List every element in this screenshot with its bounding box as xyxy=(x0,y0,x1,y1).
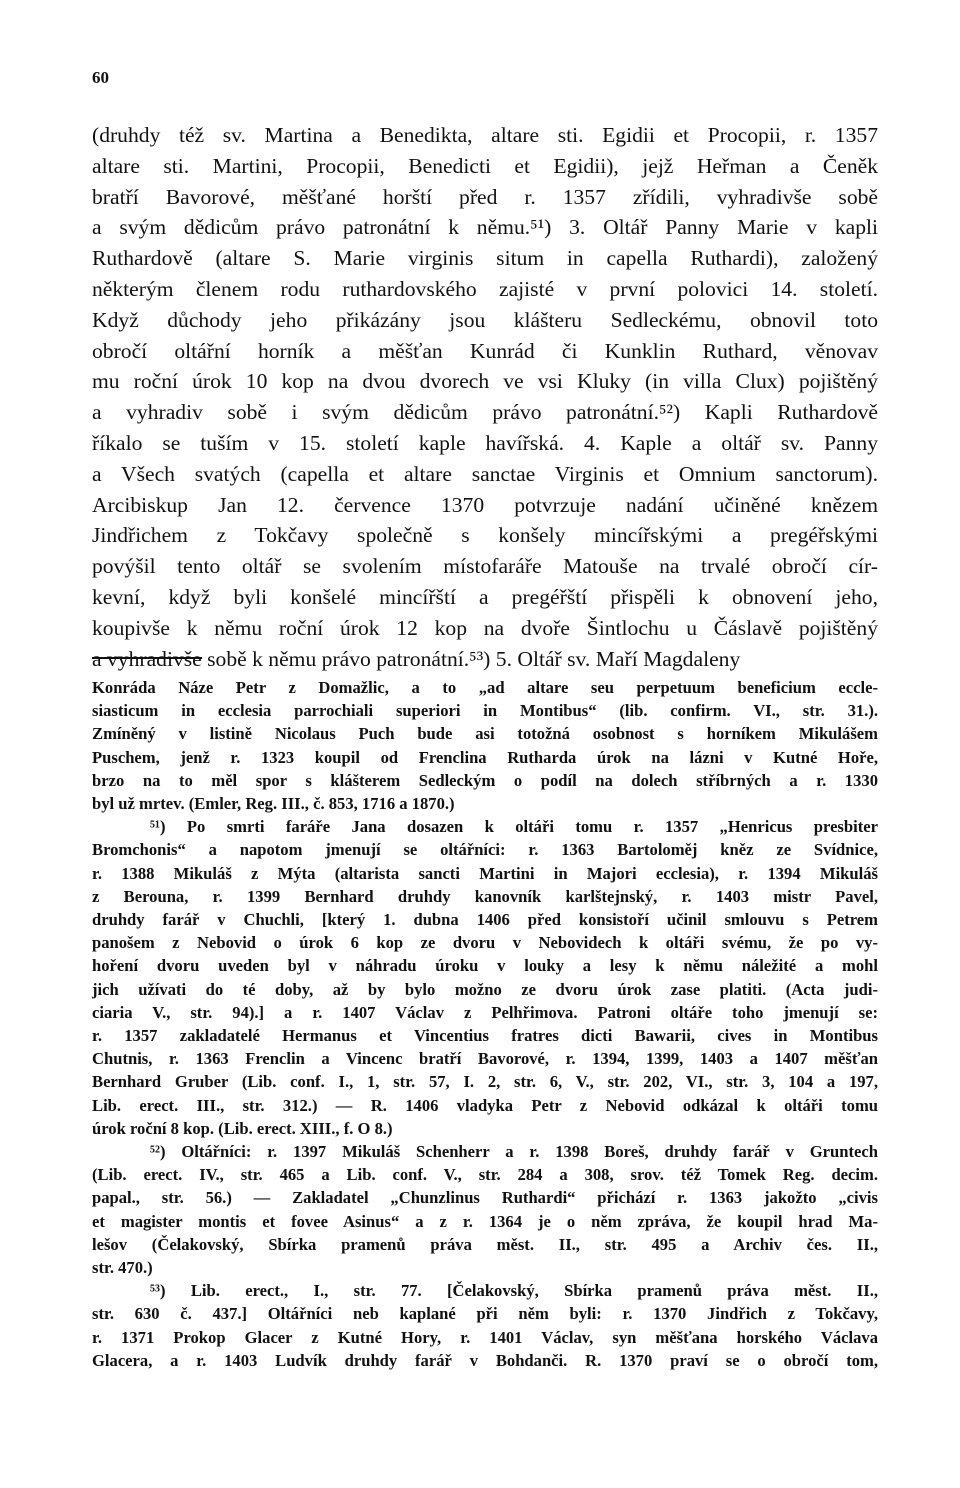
footnote-line: brzo na to měl spor s klášterem Sedleckým o podíl na dolech stříbrných a r. 1330 xyxy=(92,770,878,790)
footnote-line: r. 1357 zakladatelé Hermanus et Vincentius fratres dicti Bawarii, cives in Montibus xyxy=(92,1026,878,1046)
page-number: 60 xyxy=(92,68,109,87)
body-line: bratří Bavorové, měšťané horští před r. 1357 zřídili, vyhradivše sobě xyxy=(92,184,878,209)
footnote-line: et magister montis et fovee Asinus“ a z r. 1364 je o něm zpráva, že koupil hrad Ma- xyxy=(92,1211,878,1231)
body-line: Jindřichem z Tokčavy společně s konšely mincířskými a pregéřskými xyxy=(92,523,878,548)
body-line: kevní, když byli konšelé mincířští a pregéřští přispěli k obnovení jeho, xyxy=(92,584,878,609)
footnote-line: úrok roční 8 kop. (Lib. erect. XIII., f. O 8.) xyxy=(92,1118,393,1138)
footnote-line: ⁵²) Oltářníci: r. 1397 Mikuláš Schenherr a r. 1398 Boreš, druhdy farář v Gruntech xyxy=(150,1142,878,1162)
body-line: a vyhradiv sobě i svým dědicům právo patronátní.⁵²) Kapli Ruthardově xyxy=(92,400,878,425)
footnote-line: Konráda Náze Petr z Domažlic, a to „ad altare seu perpetuum beneficium eccle- xyxy=(92,678,878,697)
footnote-line: Bromchonis“ a napotom jmenují se oltářníci: r. 1363 Bartoloměj kněz ze Svídnice, xyxy=(92,840,878,860)
footnote-line: byl už mrtev. (Emler, Reg. III., č. 853, 1716 a 1870.) xyxy=(92,794,455,814)
body-line: Když důchody jeho přikázány jsou klášteru Sedleckému, obnovil toto xyxy=(92,307,878,332)
body-line: Arcibiskup Jan 12. července 1370 potvrzuje nadání učiněné knězem xyxy=(92,492,878,517)
body-line: říkalo se tuším v 15. století kaple havířská. 4. Kaple a oltář sv. Panny xyxy=(92,430,878,455)
footnote-line: str. 630 č. 437.] Oltářníci neb kaplané při něm byli: r. 1370 Jindřich z Tokčavy, xyxy=(92,1304,878,1324)
footnote-separator xyxy=(92,657,202,659)
footnotes xyxy=(92,676,878,1372)
footnote-line: ⁵³) Lib. erect., I., str. 77. [Čelakovský, Sbírka pramenů práva měst. II., xyxy=(150,1281,878,1301)
footnote-line: str. 470.) xyxy=(92,1258,153,1278)
body-line: a vyhradivše sobě k němu právo patronátní.⁵³) 5. Oltář sv. Maří Magdaleny xyxy=(92,646,741,671)
body-line: koupivše k němu roční úrok 12 kop na dvoře Šintlochu u Čáslavě pojištěný xyxy=(92,615,878,640)
body-line: a svým dědicům právo patronátní k němu.⁵¹) 3. Oltář Panny Marie v kapli xyxy=(92,215,878,240)
body-line: mu roční úrok 10 kop na dvou dvorech ve vsi Kluky (in villa Clux) pojištěný xyxy=(92,369,878,394)
body-text xyxy=(92,120,878,674)
body-line: altare sti. Martini, Procopii, Benedicti et Egidii), jejž Heřman a Čeněk xyxy=(92,153,878,178)
footnote-line: papal., str. 56.) — Zakladatel „Chunzlinus Ruthardi“ přichází r. 1363 jakožto „civis xyxy=(92,1188,878,1208)
footnote-line: Chutnis, r. 1363 Frenclin a Vincenc bratří Bavorové, r. 1394, 1399, 1403 a 1407 měšťan xyxy=(92,1049,878,1069)
footnote-line: Bernhard Gruber (Lib. conf. I., 1, str. 57, I. 2, str. 6, V., str. 202, VI., str. 3, 104 a 197, xyxy=(92,1072,878,1092)
footnote-line: z Berouna, r. 1399 Bernhard druhdy kanovník karlštejnský, r. 1403 mistr Pavel, xyxy=(92,886,878,906)
body-line: a Všech svatých (capella et altare sanctae Virginis et Omnium sanctorum). xyxy=(92,461,878,486)
body-line: obročí oltářní horník a měšťan Kunrád či Kunklin Ruthard, věnovav xyxy=(92,338,878,363)
footnote-line: jich užívati do té doby, až by bylo možno ze dvoru úrok zase platiti. (Acta judi- xyxy=(92,979,878,999)
footnote-line: siasticum in ecclesia parrochiali superiori in Montibus“ (lib. confirm. VI., str. 31.). xyxy=(92,701,878,721)
body-line: povýšil tento oltář se svolením místofaráře Matouše na trvalé obročí cír- xyxy=(92,554,878,579)
footnote-line: lešov (Čelakovský, Sbírka pramenů práva měst. II., str. 495 a Archiv čes. II., xyxy=(92,1234,878,1254)
footnote-line: Glacera, a r. 1403 Ludvík druhdy farář v Bohdanči. R. 1370 praví se o obročí tom, xyxy=(92,1350,878,1370)
footnote-line: panošem z Nebovid o úrok 6 kop ze dvoru v Nebovidech k oltáři svému, že po vy- xyxy=(92,933,878,953)
body-line: Ruthardově (altare S. Marie virginis situm in capella Ruthardi), založený xyxy=(92,246,878,271)
footnote-line: Puschem, jenž r. 1323 koupil od Frenclina Rutharda úrok na lázni v Kutné Hoře, xyxy=(92,747,878,767)
footnote-line: r. 1388 Mikuláš z Mýta (altarista sancti Martini in Majori ecclesia), r. 1394 Mikuláš xyxy=(92,863,878,883)
footnote-line: (Lib. erect. IV., str. 465 a Lib. conf. V., str. 284 a 308, srov. též Tomek Reg. decim. xyxy=(92,1165,878,1185)
footnote-line: hoření dvoru uveden byl v náhradu úroku v louky a lesy k němu náležité a mohl xyxy=(92,956,878,976)
footnote-line: Lib. erect. III., str. 312.) — R. 1406 vladyka Petr z Nebovid odkázal k oltáři tomu xyxy=(92,1095,878,1115)
footnote-line: druhdy farář v Chuchli, [který 1. dubna 1406 před konsistoří učinil smlouvu s Petrem xyxy=(92,910,878,930)
footnote-line: Zmíněný v listině Nicolaus Puch bude asi totožná osobnost s horníkem Mikulášem xyxy=(92,724,878,744)
body-line: některým členem rodu ruthardovského zajisté v první polovici 14. století. xyxy=(92,276,878,301)
footnote-line: r. 1371 Prokop Glacer z Kutné Hory, r. 1401 Václav, syn měšťana horského Václava xyxy=(92,1327,878,1347)
footnote-line: ciaria V., str. 94).] a r. 1407 Václav z Pelhřimova. Patroni oltáře toho jmenují se: xyxy=(92,1002,878,1022)
footnote-line: ⁵¹) Po smrti faráře Jana dosazen k oltáři tomu r. 1357 „Henricus presbiter xyxy=(150,817,878,837)
body-line: (druhdy též sv. Martina a Benedikta, altare sti. Egidii et Procopii, r. 1357 xyxy=(92,123,878,147)
